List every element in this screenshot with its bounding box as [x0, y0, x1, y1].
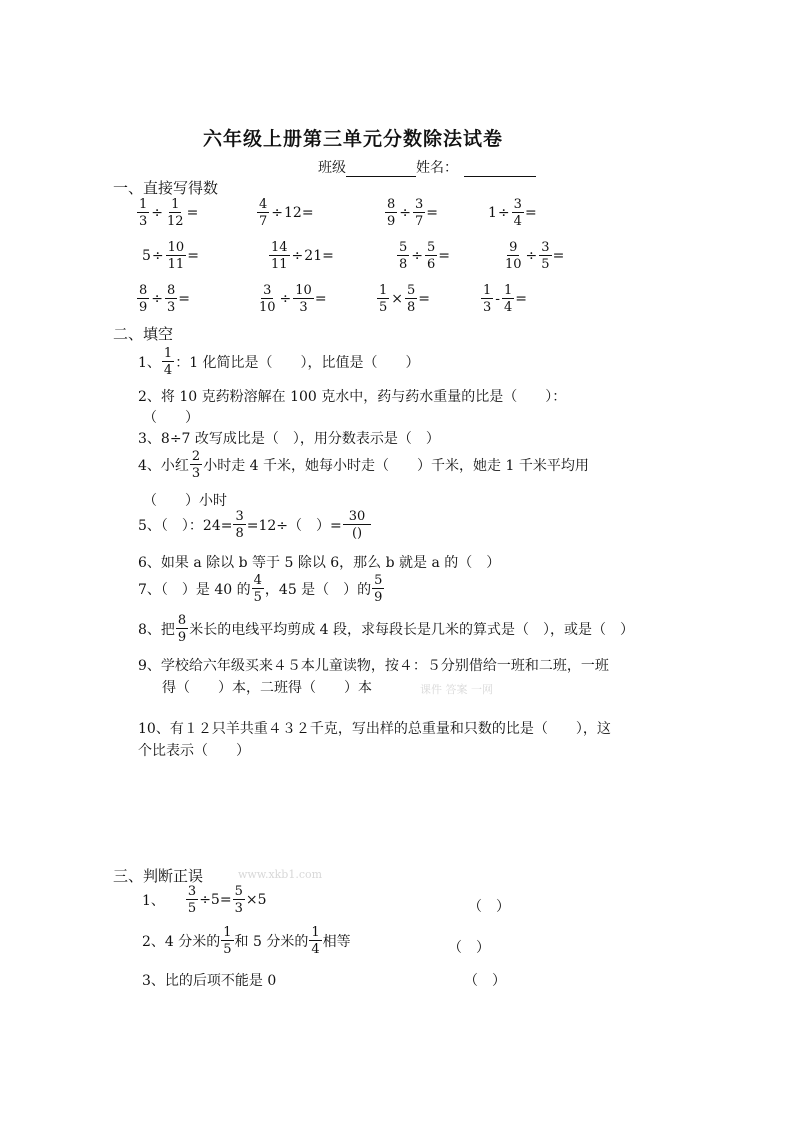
fraction: $\frac{9}{10}$: [505, 240, 522, 272]
fraction: $\frac{3}{10}$: [259, 283, 276, 315]
operator: ×: [391, 291, 404, 307]
fraction: $\frac{8}{9}$: [139, 283, 148, 315]
equals-sign: =: [187, 248, 199, 264]
judge-3: 3、比的后项不能是 0: [142, 973, 277, 989]
fraction: $\frac{5}{8}$: [407, 283, 416, 315]
equals-sign: =: [186, 205, 199, 221]
calc-item: [502, 241, 564, 271]
calc-item: 5 ÷ $\frac{10}{11}$ =: [142, 240, 199, 272]
fraction: $\frac{1}{5}$: [223, 925, 232, 957]
fraction: $\frac{8}{3}$: [167, 283, 176, 315]
operator: ÷: [151, 205, 164, 221]
calc-item: [136, 198, 198, 228]
operator: -: [495, 291, 501, 307]
fraction: $\frac{5}{9}$: [374, 573, 383, 605]
operator: ÷: [151, 291, 164, 307]
equals-sign: =: [552, 248, 565, 264]
fraction: $\frac{5}{3}$: [234, 884, 243, 916]
judge-3-answer[interactable]: （ ）: [464, 973, 506, 989]
operator: ÷: [497, 205, 510, 221]
calc-item: [376, 284, 430, 314]
calc-item: [396, 241, 450, 271]
operator: ÷: [525, 248, 538, 264]
watermark: 课件 答案 一网: [420, 683, 493, 696]
fraction: $\frac{1}{4}$: [163, 346, 173, 378]
calc-item: $\frac{4}{7}$ ÷ 12 =: [259, 197, 314, 229]
operator: ÷: [151, 248, 164, 264]
judge-2-answer[interactable]: （ ）: [448, 940, 490, 956]
fraction: $\frac{3}{4}$: [513, 197, 522, 229]
fraction: $\frac{10}{11}$: [167, 240, 185, 272]
question-number: 1、: [138, 355, 161, 371]
operator: ÷: [399, 205, 412, 221]
section-3-heading: 三、判断正误: [113, 867, 204, 885]
fraction: $\frac{3}{7}$: [415, 197, 424, 229]
fraction: $\frac{3}{5}$: [541, 240, 550, 272]
question-4-line-2: （ ）小时: [143, 493, 227, 509]
fraction: $\frac{2}{3}$: [191, 449, 201, 481]
question-2-line-1: 2、将 10 克药粉溶解在 100 克水中，药与药水重量的比是（ ）：: [138, 389, 567, 405]
fraction: $\frac{1}{5}$: [379, 283, 388, 315]
question-10-line-1: 10、有１２只羊共重４３２千克，写出样的总重量和只数的比是（ ），这: [138, 721, 611, 737]
page-title: 六年级上册第三单元分数除法试卷: [203, 128, 504, 150]
judge-2: 2、4 分米的 $\frac{1}{5}$ 和 5 分米的 $\frac{1}{4}$ 相等: [142, 925, 351, 957]
question-2-line-2: （ ）: [143, 410, 199, 426]
class-blank[interactable]: [346, 162, 416, 177]
fraction: $\frac{1}{4}$: [504, 283, 513, 315]
section-1-heading: 一、直接写得数: [113, 179, 219, 197]
equals-sign: =: [515, 291, 528, 307]
calc-item: [136, 284, 190, 314]
fraction: $\frac{5}{6}$: [427, 240, 436, 272]
operator: ÷: [291, 248, 304, 264]
name-label: 姓名：: [416, 160, 458, 176]
equals-sign: =: [426, 205, 439, 221]
fraction: $\frac{1}{3}$: [139, 197, 148, 229]
calc-item: [480, 284, 527, 314]
section-2-heading: 二、填空: [113, 325, 174, 343]
calc-item: $\frac{14}{11}$ ÷ 21 =: [271, 240, 334, 272]
question-10-line-2: 个比表示（ ）: [138, 743, 250, 759]
equals-sign: =: [301, 205, 314, 221]
equals-sign: =: [418, 291, 431, 307]
judge-1: 1、 $\frac{3}{5}$ ÷5= $\frac{5}{3}$ ×5: [142, 884, 267, 916]
equals-sign: =: [314, 291, 327, 307]
calc-item: 1 ÷ $\frac{3}{4}$ =: [488, 197, 537, 229]
question-5: 5、（ ）：24= $\frac{3}{8}$ =12÷（ ）= $\frac{30}{()}$: [138, 510, 372, 540]
student-info: [318, 157, 536, 177]
question-text: ：1 化简比是（ ），比值是（ ）: [175, 355, 420, 371]
fraction: $\frac{1}{3}$: [483, 283, 492, 315]
equals-sign: =: [524, 205, 537, 221]
name-blank[interactable]: [464, 162, 536, 177]
question-7: 7、（ ）是 40 的 $\frac{4}{5}$ ，45 是（ ）的 $\frac{5}{9}$: [138, 573, 383, 605]
fraction: $\frac{8}{9}$: [387, 197, 396, 229]
question-9-line-1: 9、学校给六年级买来４５本儿童读物，按４：５分别借给一班和二班，一班: [138, 658, 609, 674]
class-label: 班级: [318, 160, 346, 176]
fraction: $\frac{1}{4}$: [311, 925, 320, 957]
operator: ÷: [279, 291, 292, 307]
watermark: www.xkb1.com: [238, 868, 323, 881]
question-3: 3、8÷7 改写成比是（ ），用分数表示是（ ）: [138, 431, 440, 447]
equals-sign: =: [322, 248, 334, 264]
fraction: $\frac{4}{5}$: [253, 573, 262, 605]
judge-1-answer[interactable]: （ ）: [468, 899, 510, 915]
equals-sign: =: [178, 291, 191, 307]
fraction: $\frac{4}{7}$: [259, 197, 268, 229]
question-8: 8、把 $\frac{8}{9}$ 米长的电线平均剪成 4 段，求每段长是几米的算式是（ ），或是（ ）: [138, 613, 635, 645]
fraction: $\frac{5}{8}$: [399, 240, 408, 272]
question-9-line-2: 得（ ）本，二班得（ ）本: [162, 680, 372, 696]
fraction: $\frac{10}{3}$: [295, 283, 312, 315]
calc-item: [384, 198, 438, 228]
equals-sign: =: [438, 248, 451, 264]
calc-item: [256, 284, 327, 314]
operator: ÷: [411, 248, 424, 264]
question-6: 6、如果 a 除以 b 等于 5 除以 6，那么 b 就是 a 的（ ）: [138, 555, 501, 571]
fraction: $\frac{3}{8}$: [235, 509, 244, 541]
question-1: [138, 347, 420, 377]
fraction: $\frac{30}{()}$: [343, 510, 372, 540]
question-4: 4、小红 $\frac{2}{3}$ 小时走 4 千米，她每小时走（ ）千米，她走 1 千米平均用: [138, 449, 589, 481]
fraction: $\frac{3}{5}$: [187, 884, 197, 916]
fraction: $\frac{14}{11}$: [271, 240, 288, 272]
fraction: $\frac{8}{9}$: [177, 613, 187, 645]
fraction: $\frac{1}{12}$: [167, 197, 184, 229]
operator: ÷: [271, 205, 284, 221]
